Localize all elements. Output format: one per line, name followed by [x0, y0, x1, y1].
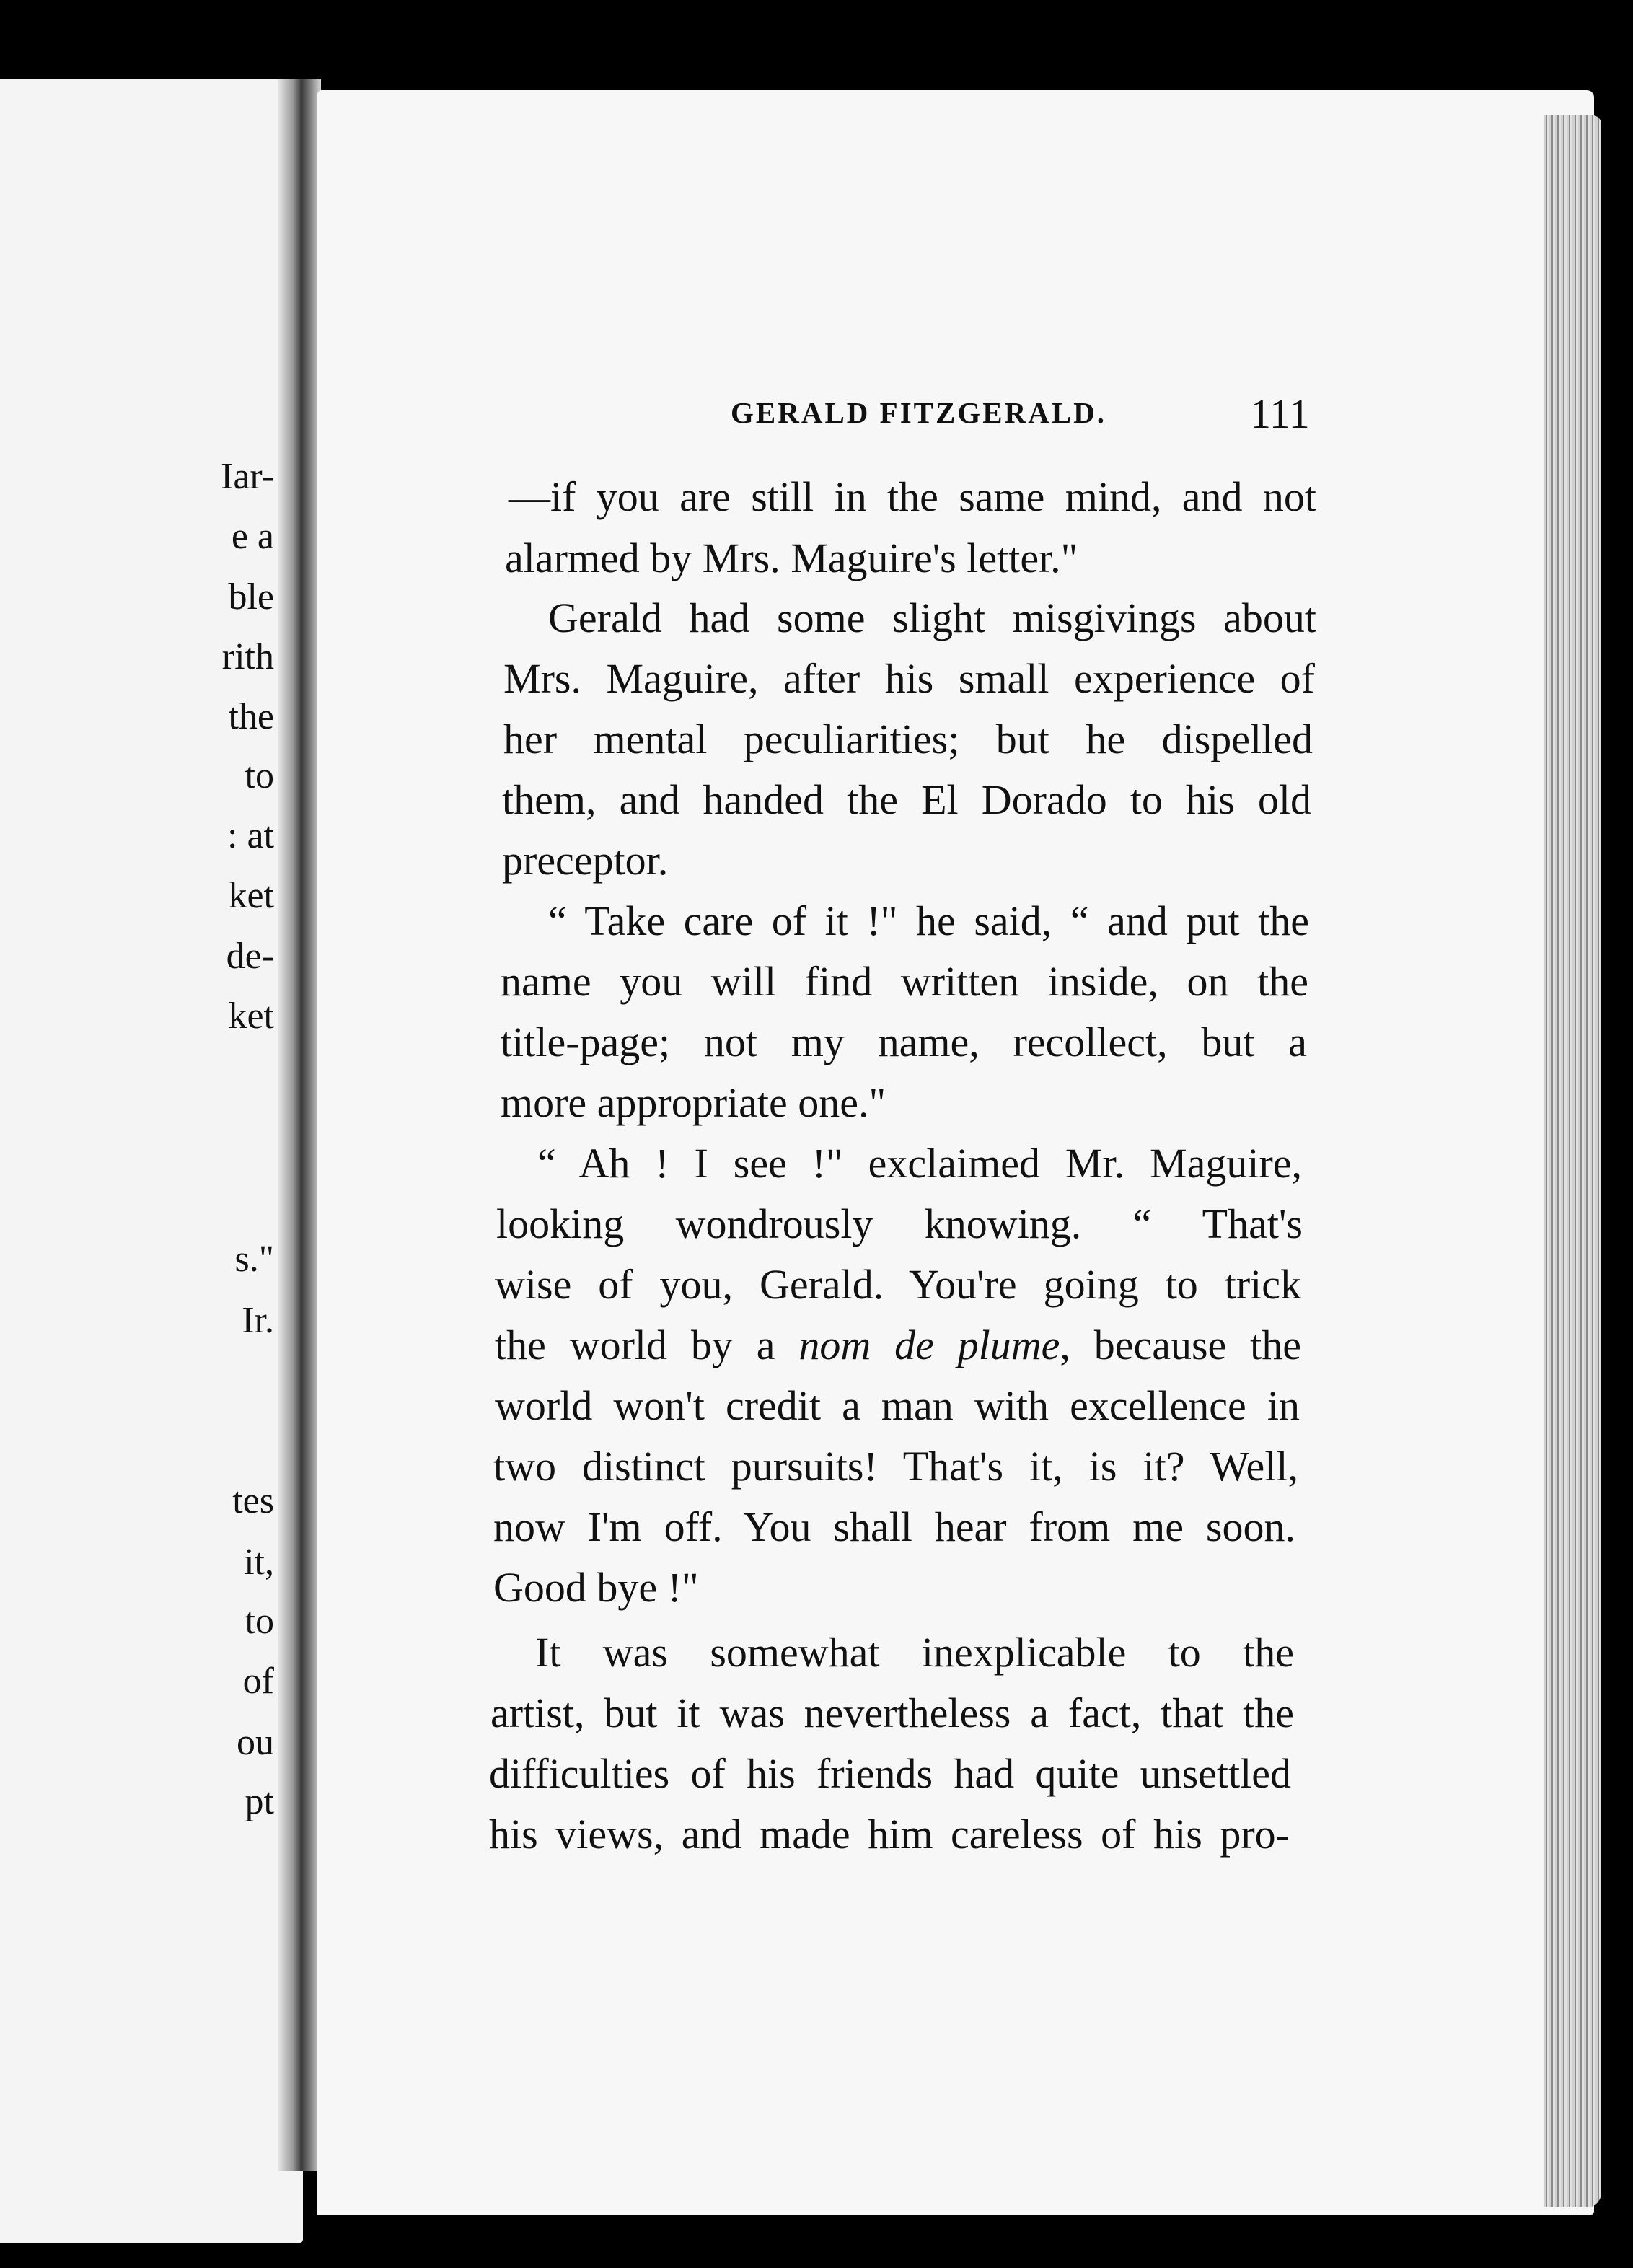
left-fragment: ou	[237, 1722, 274, 1763]
page-number: 111	[1250, 390, 1310, 437]
left-fragment: Iar-	[221, 456, 274, 497]
text-line: name you will find written inside, on the	[501, 958, 1308, 1005]
text-line: them, and handed the El Dorado to his old	[502, 776, 1311, 823]
left-fragment: rith	[221, 636, 274, 677]
italic-phrase: nom de plume	[798, 1322, 1060, 1368]
running-head: GERALD FITZGERALD.	[731, 396, 1107, 429]
text-line: It was somewhat inexplicable to the	[535, 1629, 1294, 1676]
text-line: looking wondrously knowing. “ That's	[496, 1200, 1303, 1247]
text-line: two distinct pursuits! That's it, is it? Well,	[493, 1443, 1298, 1490]
left-fragment: de-	[226, 936, 274, 977]
text-line: “ Take care of it !" he said, “ and put the	[548, 897, 1309, 944]
text-line: Gerald had some slight misgivings about	[548, 594, 1316, 641]
left-fragment: pt	[245, 1781, 274, 1822]
text-line: her mental peculiarities; but he dispelled	[503, 716, 1313, 762]
page-edges	[1544, 115, 1601, 2207]
left-fragment: s."	[234, 1239, 274, 1280]
text-line: his views, and made him careless of his pro-	[489, 1811, 1290, 1858]
left-fragment: ket	[228, 995, 274, 1037]
book-gutter	[278, 79, 321, 2171]
text-line: Good bye !"	[493, 1564, 699, 1611]
left-fragment: the	[228, 696, 274, 737]
text-line: now I'm off. You shall hear from me soon.	[493, 1503, 1295, 1550]
text-line: wise of you, Gerald. You're going to trick	[495, 1261, 1301, 1308]
text-line: —if you are still in the same mind, and not	[509, 473, 1316, 520]
left-fragment: of	[242, 1661, 274, 1702]
left-fragment: : at	[227, 815, 274, 856]
text-line: world won't credit a man with excellence in	[495, 1382, 1300, 1429]
previous-page-text	[0, 0, 274, 2268]
left-fragment: ket	[228, 875, 274, 916]
text-line: Mrs. Maguire, after his small experience of	[503, 655, 1315, 702]
text-line: the world by a nom de plume, because the	[495, 1322, 1302, 1368]
text-line: “ Ah ! I see !" exclaimed Mr. Maguire,	[537, 1140, 1302, 1187]
text-line: difficulties of his friends had quite unsettled	[489, 1750, 1291, 1797]
text-line: more appropriate one."	[501, 1079, 886, 1126]
left-fragment: it,	[244, 1542, 274, 1583]
text-line: alarmed by Mrs. Maguire's letter."	[505, 535, 1078, 581]
text-line: preceptor.	[502, 837, 669, 884]
text-line: artist, but it was nevertheless a fact, that the	[490, 1689, 1294, 1736]
left-fragment: e a	[231, 516, 274, 557]
left-fragment: to	[245, 1601, 274, 1642]
left-fragment: tes	[232, 1480, 274, 1521]
left-fragment: Ir.	[242, 1300, 274, 1341]
text-line: title-page; not my name, recollect, but a	[501, 1019, 1307, 1065]
left-fragment: to	[245, 755, 274, 796]
left-fragment: ble	[228, 576, 274, 617]
